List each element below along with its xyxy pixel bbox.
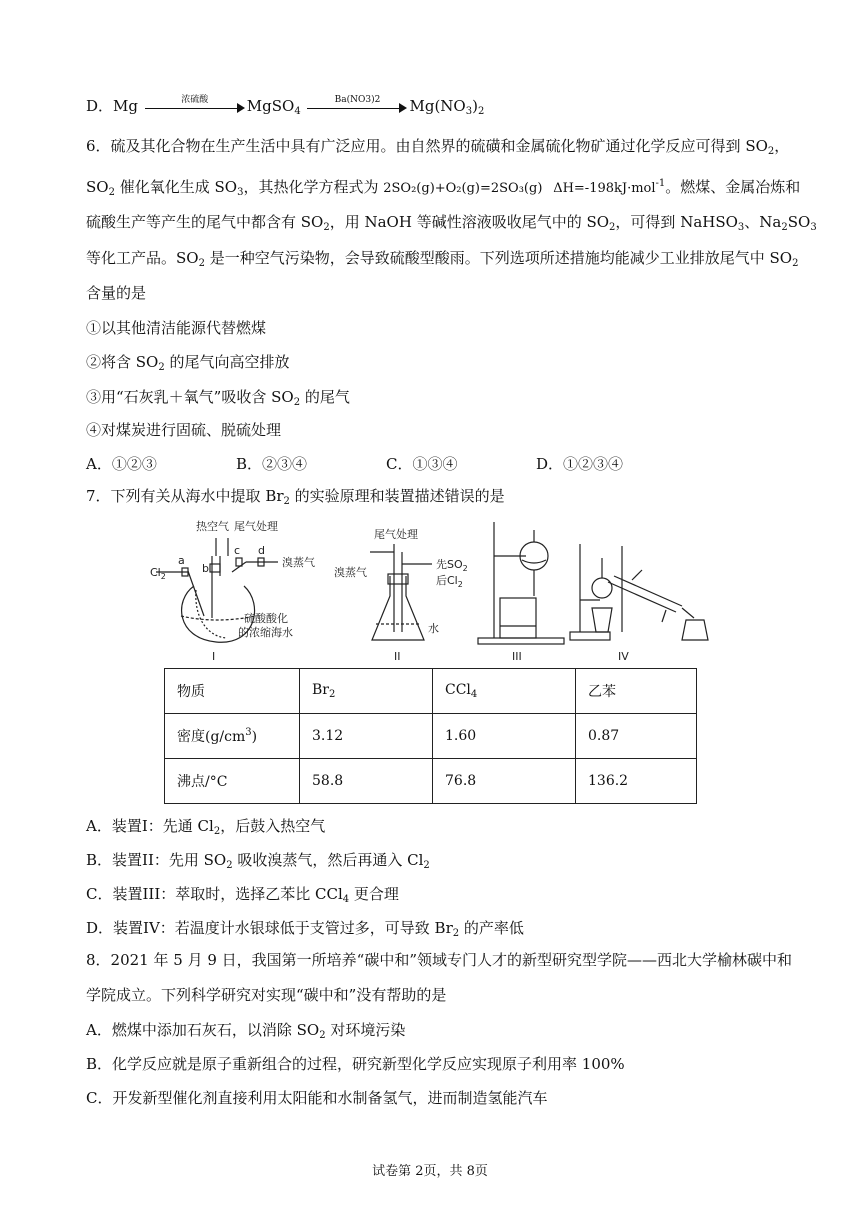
diagram-label-ii: II [394,650,401,663]
diagram-seawater-1: 硫酸酸化 [244,612,288,625]
diagram-br-vapor-2: 溴蒸气 [334,566,367,579]
diagram-then-cl2: 后$Cl_2$ [436,574,463,589]
table-cell: 1.60 [433,714,576,759]
diagram-water: 水 [428,622,439,635]
diagram-label-iii: III [512,650,522,663]
q7-option-b[interactable]: B．装置II：先用 $SO_2$ 吸收溴蒸气，然后再通入 $Cl_2$ [86,851,430,871]
thermo-equation: 2SO₂(g)+O₂(g)=2SO₃(g) [383,181,543,196]
table-cell: 乙苯 [576,669,697,714]
q6-line-5: 含量的是 [86,284,147,302]
diagram-label-iv: IV [618,650,629,663]
diagram-valve-b: b [202,562,209,575]
diagram-valve-c: c [234,544,241,557]
reaction-arrow-2 [307,95,407,114]
q6-option-d[interactable]: D．①②③④ [536,455,624,473]
q7-option-c[interactable]: C．装置III：萃取时，选择乙苯比 CCl$_4$ 更合理 [86,885,399,905]
enthalpy: ΔH=-198kJ·mol$^{-1}$ [553,178,666,196]
arrow1-label: 浓硫酸 [181,95,209,105]
table-cell: $Br_2$ [300,669,433,714]
apparatus-ii [370,544,432,640]
table-row [165,714,697,759]
q8-line-1: 8．2021 年 5 月 9 日，我国第一所培养“碳中和”领域专门人才的新型研究型学院——西北大学榆林碳中和 [86,951,792,969]
q8-line-2: 学院成立。下列科学研究对实现“碳中和”没有帮助的是 [86,986,447,1004]
table-row [165,759,697,804]
q6-line-1: 6．硫及其化合物在生产生活中具有广泛应用。由自然界的硫磺和金属硫化物矿通过化学反应可得到 $SO_2$， [86,137,790,157]
table-cell: 76.8 [433,759,576,804]
page-footer: 试卷第 2页，共 8页 [372,1164,488,1179]
diagram-valve-d: d [258,544,265,557]
q6-options [86,454,686,474]
table-cell: 沸点/°C [165,759,300,804]
table-cell: 密度$(g/cm^3)$ [165,714,300,759]
property-table [164,668,697,804]
diagram-valve-a: a [178,554,185,567]
q6-option-b[interactable]: B．②③④ [236,455,308,473]
apparatus-iii [478,522,564,644]
diagram-seawater-2: 的浓缩海水 [238,626,293,639]
q6-line-2: $SO_2$ 催化氧化生成 $SO_3$，其热化学方程式为 2SO₂(g)+O₂(g)=2SO₃(g) ΔH=-198kJ·mol$^{-1}$。燃煤、金属冶炼和 [86,178,801,198]
table-cell: 0.87 [576,714,697,759]
apparatus-iv [570,544,708,640]
apparatus-diagram [146,516,716,666]
diagram-exhaust-1: 尾气处理 [234,520,278,533]
table-cell: CCl$_4$ [433,669,576,714]
q7-option-a[interactable]: A．装置I：先通 $Cl_2$，后鼓入热空气 [86,817,326,837]
q6-statement-2: ②将含 $SO_2$ 的尾气向高空排放 [86,353,290,373]
q5-mgso4: MgSO$_4$ [246,97,301,117]
diagram-label-i: I [212,650,216,663]
q6-option-c[interactable]: C．①③④ [386,455,458,473]
diagram-first-so2: 先$SO_2$ [436,558,468,573]
q7-stem: 7．下列有关从海水中提取 $Br_2$ 的实验原理和装置描述错误的是 [86,487,505,507]
q5-optd-label: D．Mg [86,97,138,115]
q5-mgno3: $Mg(NO_3)_2$ [409,97,485,117]
arrow2-label: Ba(NO3)2 [334,95,381,105]
q8-option-b[interactable]: B．化学反应就是原子重新组合的过程，研究新型化学反应实现原子利用率 100% [86,1055,625,1073]
diagram-exhaust-2: 尾气处理 [374,528,418,541]
table-cell: 物质 [165,669,300,714]
diagram-cl2-1: $Cl_2$ [150,566,166,581]
reaction-arrow-1 [145,95,245,114]
q6-statement-1: ①以其他清洁能源代替燃煤 [86,319,267,337]
q5-option-d [86,96,484,122]
table-cell: 3.12 [300,714,433,759]
q6-option-a[interactable]: A．①②③ [86,455,157,473]
q8-option-c[interactable]: C．开发新型催化剂直接利用太阳能和水制备氢气，进而制造氢能汽车 [86,1089,548,1107]
q6-line-4: 等化工产品。$SO_2$ 是一种空气污染物，会导致硫酸型酸雨。下列选项所述措施均能减少工业排放尾气中 $SO_2$ [86,249,799,269]
q7-option-d[interactable]: D．装置IV：若温度计水银球低于支管过多，可导致 $Br_2$ 的产率低 [86,919,524,939]
q6-line-3: 硫酸生产等产生的尾气中都含有 $SO_2$，用 NaOH 等碱性溶液吸收尾气中的 $SO_2$，可得到 NaHSO$_3$、$Na_2SO_3$ [86,213,817,233]
table-header-row [165,669,697,714]
q8-option-a[interactable]: A．燃煤中添加石灰石，以消除 $SO_2$ 对环境污染 [86,1021,406,1041]
diagram-hot-air: 热空气 [196,520,229,533]
table-cell: 136.2 [576,759,697,804]
diagram-br-vapor-1: 溴蒸气 [282,556,315,569]
table-cell: 58.8 [300,759,433,804]
q6-statement-3: ③用“石灰乳＋氧气”吸收含 $SO_2$ 的尾气 [86,388,350,408]
q6-statement-4: ④对煤炭进行固硫、脱硫处理 [86,421,282,439]
